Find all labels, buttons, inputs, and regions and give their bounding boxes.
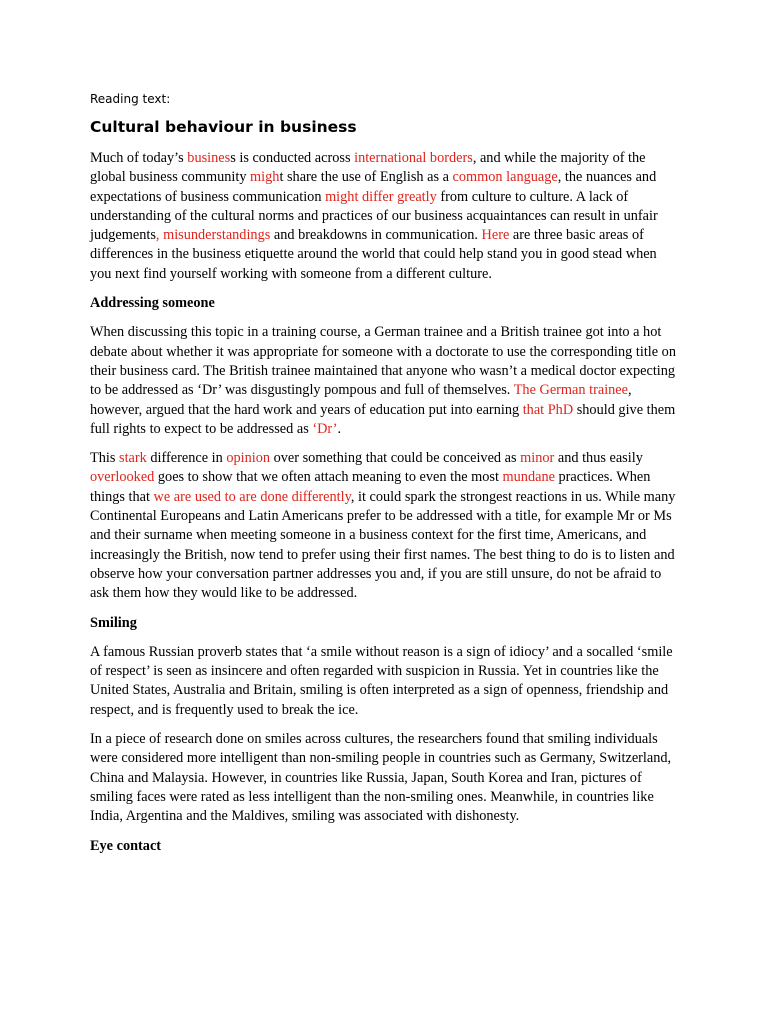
highlighted-phrase: overlooked: [90, 469, 155, 486]
highlighted-phrase: international borders: [354, 150, 473, 166]
highlighted-phrase: busines: [187, 150, 231, 166]
text-segment: When discussing this topic in a training course, a German trainee and a British trainee got into a hot debate about whether it was appropriate for someone with a doctorate to use the corresponding title on their business card. The British trainee maintained that anyone who wasn’t a medical doctor expecting to be addressed as ‘Dr’ was disgustingly pompous and full of themselves.: [90, 324, 676, 399]
intro-paragraph: [90, 149, 678, 284]
text-segment: and breakdowns in communication.: [270, 227, 482, 244]
addressing-paragraph-1: [90, 323, 678, 439]
highlighted-phrase: stark: [119, 450, 147, 467]
addressing-paragraph-2: [90, 449, 678, 603]
text-segment: , and while the majority of the global business community: [90, 150, 646, 186]
reading-text-label: Reading text:: [90, 92, 171, 106]
text-segment: , however, argued that the hard work and years of education put into earning: [90, 382, 632, 418]
text-segment: practices. When things that: [90, 469, 651, 505]
text-segment: are three basic areas of differences in the business etiquette around the world that could help stand you in good stead when you next find yourself working with someone from a different culture.: [90, 227, 657, 282]
highlighted-phrase: might differ greatly: [325, 188, 437, 205]
highlighted-phrase: common language: [452, 169, 558, 186]
highlighted-phrase: , misunderstandings: [155, 227, 271, 244]
text-segment: difference in: [146, 450, 227, 467]
text-segment: , the nuances and expectations of business communication: [90, 169, 657, 205]
highlighted-phrase: The German trainee: [513, 382, 628, 399]
highlighted-phrase: ‘Dr’: [312, 420, 338, 437]
text-segment: from culture to culture. A lack of understanding of the cultural norms and practices of our business acquaintances can result in unfair judgements: [90, 188, 658, 244]
highlighted-phrase: mundane: [502, 469, 555, 486]
highlighted-phrase: we are used to are done differently: [153, 488, 351, 505]
text-segment: over something that could be conceived as: [270, 450, 521, 467]
text-segment: and thus easily: [554, 450, 643, 467]
text-segment: goes to show that we often attach meaning to even the most: [154, 469, 503, 486]
text-segment: s is conducted across: [230, 150, 355, 166]
text-segment: This: [90, 450, 119, 467]
heading-smiling: Smiling: [90, 614, 137, 631]
text-segment: t share the use of English as a: [279, 169, 453, 186]
text-segment: Much of today’s: [90, 150, 188, 166]
highlighted-phrase: opinion: [226, 450, 271, 467]
smiling-paragraph-1: A famous Russian proverb states that ‘a smile without reason is a sign of idiocy’ and a socalled ‘smile of respect’ is seen as insincere and often regarded with suspicion in Russia. Yet in countries like the United States, Australia and Britain, smiling is often interpreted as a sign of openness, friendship and respect, and is frequently used to break the ice.: [90, 643, 673, 718]
highlighted-phrase: Here: [481, 227, 510, 244]
document-title: Cultural behaviour in business: [90, 118, 357, 136]
heading-addressing-someone: Addressing someone: [90, 295, 215, 312]
text-segment: , it could spark the strongest reactions in us. While many Continental Europeans and Latin Americans prefer to be addressed with a title, for example Mr or Ms and their surname when meeting someone in a business context for the first time, Americans, and increasingly the British, now tend to prefer using their first names. The best thing to do is to listen and observe how your conversation partner addresses you and, if you are still unsure, do not be afraid to ask them how they would like to be addressed.: [90, 488, 676, 602]
highlighted-phrase: migh: [250, 169, 280, 186]
heading-eye-contact: Eye contact: [90, 837, 162, 854]
highlighted-phrase: that PhD: [522, 401, 574, 418]
text-segment: .: [337, 420, 342, 437]
text-segment: should give them full rights to expect to be addressed as: [90, 401, 676, 437]
highlighted-phrase: minor: [520, 450, 555, 467]
smiling-paragraph-2: In a piece of research done on smiles across cultures, the researchers found that smiling individuals were considered more intelligent than non-smiling people in countries such as Germany, Switzerland, China and Malaysia. However, in countries like Russia, Japan, South Korea and Iran, pictures of smiling faces were rated as less intelligent than the non-smiling ones. Meanwhile, in countries like India, Argentina and the Maldives, smiling was associated with dishonesty.: [90, 731, 672, 825]
